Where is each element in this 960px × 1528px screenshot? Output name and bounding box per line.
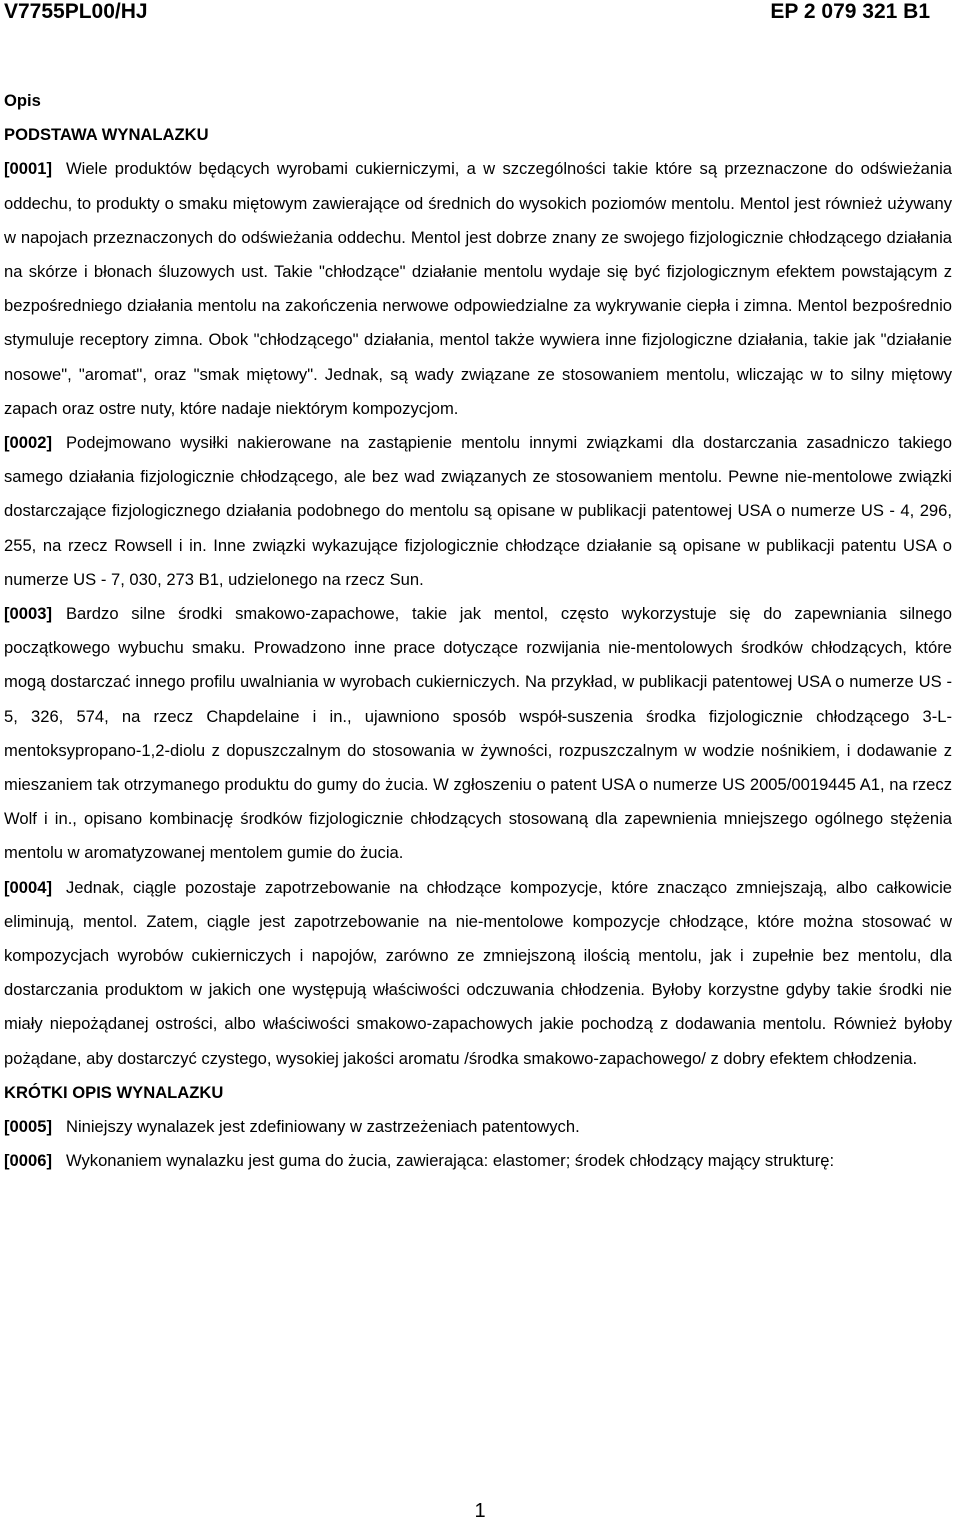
paragraph-text: Jednak, ciągle pozostaje zapotrzebowanie na chłodzące kompozycje, które znacząco zmniejszają, albo całkowicie eliminują, mentol. Zatem, ciągle jest zapotrzebowanie na nie-mentolowe kompozycje chłodzące, które można stosować w kompozycjach wyrobów cukierniczych i napojów, zarówno ze zmniejszoną ilością mentolu, jak i zupełnie bez mentolu, dla dostarczania produktom w jakich one występują właściwości odczuwania chłodzenia. Byłoby korzystne gdyby takie środki nie miały niepożądanej ostrości, albo właściwości smakowo-zapachowych jakie pochodzą z dodawania mentolu. Również byłoby pożądane, aby dostarczyć czystego, wysokiej jakości aromatu /środka smakowo-zapachowego/ z dobry efektem chłodzenia. xyxy=(4,877,952,1068)
paragraph-0005 xyxy=(4,1110,952,1144)
paragraph-text: Wykonaniem wynalazku jest guma do żucia, zawierająca: elastomer; środek chłodzący mający strukturę: xyxy=(65,1151,835,1171)
page-number: 1 xyxy=(474,1500,486,1522)
paragraph-text: Wiele produktów będących wyrobami cukierniczymi, a w szczególności takie które są przeznaczone do odświeżania oddechu, to produkty o smaku miętowym zawierające od średnich do wysokich poziomów mentolu. Mentol jest również używany w napojach przeznaczonych do odświeżania oddechu. Mentol jest dobrze znany ze swojego fizjologicznie chłodzącego działania na skórze i błonach śluzowych ust. Takie "chłodzące" działanie mentolu wydaje się być fizjologicznym efektem powstającym z bezpośredniego działania mentolu na zakończenia nerwowe odpowiedzialne za wykrywanie ciepła i zimna. Mentol bezpośrednio stymuluje receptory zimna. Obok "chłodzącego" działania, mentol także wywiera inne fizjologiczne działania, takie jak "działanie nosowe", "aromat", oraz "smak miętowy". Jednak, są wady związane ze stosowaniem mentolu, wliczając w to silny miętowy zapach oraz ostre nuty, które nadaje niektórym kompozycjom. xyxy=(4,159,952,418)
paragraph-0002 xyxy=(4,426,952,597)
heading-summary: KRÓTKI OPIS WYNALAZKU xyxy=(4,1082,224,1102)
paragraph-number: [0002] xyxy=(4,433,52,453)
paragraph-0001 xyxy=(4,152,952,426)
patent-number: EP 2 079 321 B1 xyxy=(770,0,930,23)
paragraph-text: Bardzo silne środki smakowo-zapachowe, takie jak mentol, często wykorzystuje się do zapewniania silnego początkowego wybuchu smaku. Prowadzono inne prace dotyczące rozwijania nie-mentolowych środków chłodzących, które mogą dostarczać innego profilu uwalniania w wyrobach cukierniczych. Na przykład, w publikacji patentowej USA o numerze US - 5, 326, 574, na rzecz Chapdelaine i in., ujawniono sposób współ-suszenia środka fizjologicznie chłodzącego 3-L-mentoksypropano-1,2-diolu z dopuszczalnym do stosowania w żywności, rozpuszczalnym w wodzie nośnikiem, i dodawanie z mieszaniem tak otrzymanego produktu do gumy do żucia. W zgłoszeniu o patent USA o numerze US 2005/0019445 A1, na rzecz Wolf i in., opisano kombinację środków fizjologicznie chłodzących stosowaną dla zapewnienia mniejszego ogólnego stężenia mentolu w aromatyzowanej mentolem gumie do żucia. xyxy=(4,604,952,863)
document-code: V7755PL00/HJ xyxy=(4,0,148,23)
paragraph-text: Podejmowano wysiłki nakierowane na zastąpienie mentolu innymi związkami dla dostarczania zasadniczo takiego samego działania fizjologicznie chłodzącego, ale bez wad związanych ze stosowaniem mentolu. Pewne nie-mentolowe związki dostarczające fizjologicznego działania podobnego do mentolu są opisane w publikacji patentowej USA o numerze US - 4, 296, 255, na rzecz Rowsell i in. Inne związki wykazujące fizjologicznie chłodzące działanie są opisane w publikacji patentu USA o numerze US - 7, 030, 273 B1, udzielonego na rzecz Sun. xyxy=(4,433,952,589)
document-header xyxy=(0,0,930,30)
paragraph-number: [0003] xyxy=(4,604,52,624)
paragraph-number: [0006] xyxy=(4,1151,52,1171)
document-body xyxy=(4,84,952,1179)
paragraph-0006 xyxy=(4,1144,952,1178)
section-title: Opis xyxy=(4,91,41,110)
paragraph-0004 xyxy=(4,871,952,1076)
heading-background: PODSTAWA WYNALAZKU xyxy=(4,125,209,145)
paragraph-number: [0005] xyxy=(4,1117,52,1137)
paragraph-text: Niniejszy wynalazek jest zdefiniowany w zastrzeżeniach patentowych. xyxy=(65,1117,580,1137)
paragraph-number: [0001] xyxy=(4,159,52,179)
paragraph-0003 xyxy=(4,597,952,871)
paragraph-number: [0004] xyxy=(4,877,52,897)
